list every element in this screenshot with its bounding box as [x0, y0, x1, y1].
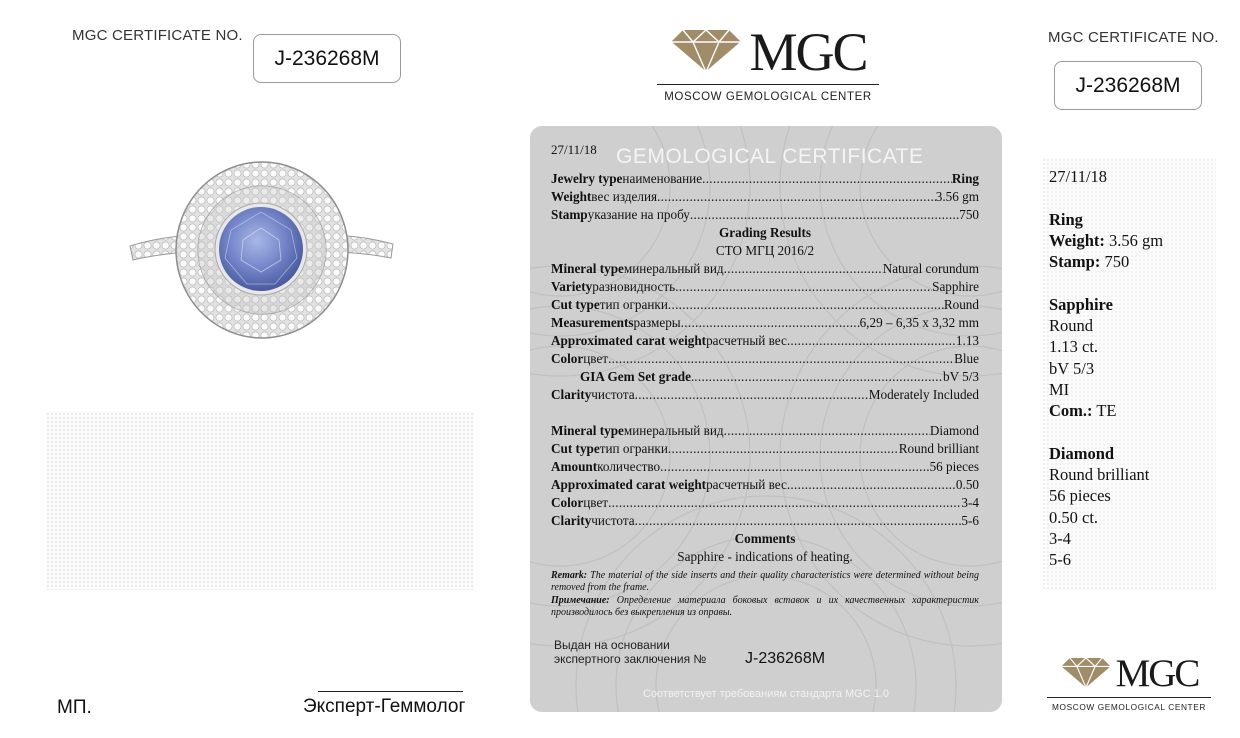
cert-number-box-left: [253, 34, 401, 83]
row-label-ru: тип огранки: [599, 297, 668, 312]
certificate-row: [551, 368, 979, 386]
remark-en: Remark: The material of the side inserts and their quality characteristics were determined without being removed from the frame.: [551, 570, 979, 593]
dot-leader: [787, 476, 956, 494]
row-label: Measurements: [551, 315, 634, 330]
row-value: 6,29 – 6,35 x 3,32 mm: [859, 315, 979, 330]
row-label-ru: минеральный вид: [623, 423, 724, 438]
cert-number-right: J-236268M: [1075, 73, 1181, 97]
certificate-row: [551, 332, 979, 350]
row-label-ru: размеры: [633, 315, 681, 330]
issued-number: J-236268M: [745, 650, 826, 667]
summary-stamp: Stamp: 750: [1049, 252, 1130, 272]
row-value: 0.50: [955, 477, 979, 492]
summary-side-carat: 0.50 ct.: [1049, 507, 1099, 527]
certificate-row: [551, 188, 979, 206]
row-value: 56 pieces: [929, 459, 979, 474]
row-label-ru: наименование: [622, 171, 703, 186]
comments-text: Sapphire - indications of heating.: [677, 549, 853, 564]
certificate-row: [551, 278, 979, 296]
summary-gem-cut: Round: [1049, 316, 1094, 336]
row-label: Color: [551, 495, 584, 510]
row-value: 3.56 gm: [935, 189, 979, 204]
dot-leader: [657, 188, 936, 206]
row-value: Sapphire: [932, 279, 979, 294]
diamond-logo-icon: [669, 26, 743, 79]
issued-line-1: Выдан на основании: [554, 638, 670, 652]
row-label: Weight: [551, 189, 592, 204]
row-label: Color: [551, 351, 584, 366]
summary-comment: Com.: TE: [1049, 401, 1117, 421]
row-value: Blue: [954, 351, 979, 366]
dot-leader: [608, 494, 961, 512]
dot-leader: [635, 386, 869, 404]
row-label-ru: тип огранки: [599, 441, 668, 456]
certificate-row: [551, 350, 979, 368]
logo-subtitle-small: MOSCOW GEMOLOGICAL CENTER: [1052, 702, 1206, 712]
summary-gem-grade: bV 5/3: [1049, 358, 1095, 378]
certificate-row: [551, 458, 979, 476]
row-label-ru: цвет: [583, 495, 609, 510]
remark-ru: Примечание: Определение материала боковых вставок и их качественных характеристик производилось без выкрепления из оправы.: [551, 595, 979, 618]
row-label: Approximated carat weight: [551, 477, 707, 492]
expert-label: Эксперт-Геммолог: [303, 696, 466, 717]
row-label-ru: минеральный вид: [623, 261, 724, 276]
stamp-label: МП.: [57, 697, 92, 718]
cert-number-label-left: MGC CERTIFICATE NO.: [72, 27, 243, 44]
certificate-row: [551, 206, 979, 224]
summary-gem: Sapphire: [1049, 294, 1113, 314]
grading-subtitle: СТО МГЦ 2016/2: [715, 243, 815, 258]
certificate-rows: [551, 170, 979, 619]
row-value: Diamond: [929, 423, 979, 438]
dot-leader: [694, 368, 943, 386]
row-value: 3-4: [961, 495, 979, 510]
standard-compliance: Соответствует требованиям стандарта MGC 1.0: [642, 688, 890, 700]
summary-side-cut: Round brilliant: [1049, 465, 1150, 485]
summary-date: 27/11/18: [1049, 167, 1108, 186]
certificate-row: [551, 440, 979, 458]
row-label: Mineral type: [551, 261, 624, 276]
row-label-ru: указание на пробу: [587, 207, 690, 222]
dot-leader: [690, 206, 959, 224]
certificate-row: [551, 296, 979, 314]
certificate-date: 27/11/18: [551, 142, 597, 157]
row-label-ru: разновидность: [592, 279, 676, 294]
certificate-row: [551, 494, 979, 512]
row-label-ru: цвет: [583, 351, 609, 366]
row-label-ru: расчетный вес: [706, 477, 787, 492]
summary-side-clarity: 5-6: [1049, 550, 1071, 570]
logo-subtitle: MOSCOW GEMOLOGICAL CENTER: [664, 91, 872, 103]
summary-side-color: 3-4: [1049, 529, 1071, 549]
summary-gem-clarity: MI: [1049, 379, 1070, 399]
certificate-row: [551, 476, 979, 494]
row-label: Clarity: [551, 387, 592, 402]
row-label: Clarity: [551, 513, 592, 528]
row-label: Approximated carat weight: [551, 333, 707, 348]
dot-leader: [724, 260, 883, 278]
row-value: Moderately Included: [868, 387, 979, 402]
row-label: Variety: [551, 279, 593, 294]
row-value: Round brilliant: [898, 441, 979, 456]
cert-number-box-right: [1054, 61, 1202, 110]
dot-leader: [668, 296, 944, 314]
signature-line: [318, 691, 463, 692]
logo-name: MGC: [749, 22, 867, 82]
diamond-logo-small-icon: [1060, 655, 1112, 694]
dot-leader: [660, 458, 929, 476]
ring-photo: [125, 160, 400, 345]
certificate-title: GEMOLOGICAL CERTIFICATE: [616, 145, 924, 168]
certificate-row: [551, 170, 979, 188]
logo-divider-small: [1047, 697, 1211, 698]
row-label-ru: чистота: [591, 387, 635, 402]
row-label: GIA Gem Set grade: [580, 369, 691, 384]
row-value: 1.13: [955, 333, 979, 348]
summary-gem-carat: 1.13 ct.: [1049, 337, 1099, 357]
row-label: Cut type: [551, 297, 600, 312]
issued-basis: [554, 638, 706, 666]
dot-leader: [702, 170, 952, 188]
certificate-row: [551, 386, 979, 404]
row-value: 750: [959, 207, 979, 222]
row-value: Natural corundum: [882, 261, 979, 276]
row-value: Ring: [951, 171, 979, 186]
summary-item: Ring: [1049, 209, 1083, 229]
cert-number-left: J-236268M: [274, 46, 380, 70]
comments-title: Comments: [734, 531, 796, 546]
mgc-logo-top: [655, 24, 881, 103]
row-label-ru: вес изделия: [591, 189, 658, 204]
logo-divider: [657, 84, 879, 85]
certificate-row: [551, 512, 979, 530]
mgc-logo-bottom: [1046, 654, 1212, 712]
summary-text: [1049, 166, 1163, 571]
summary-side-gem: Diamond: [1049, 443, 1115, 463]
certificate-row: [551, 260, 979, 278]
dot-leader: [787, 332, 956, 350]
row-value: 5-6: [961, 513, 979, 528]
summary-weight: Weight: 3.56 gm: [1049, 230, 1164, 250]
certificate-row: [551, 314, 979, 332]
issued-line-2: экспертного заключения №: [554, 652, 707, 666]
row-label: Cut type: [551, 441, 600, 456]
row-value: bV 5/3: [942, 369, 979, 384]
certificate-card: [530, 126, 1002, 712]
certificate-row: [551, 422, 979, 440]
row-label: Amount: [551, 459, 598, 474]
logo-name-small: MGC: [1115, 652, 1199, 695]
row-label-ru: .: [690, 369, 695, 384]
grading-title: Grading Results: [719, 225, 811, 240]
row-label-ru: количество: [597, 459, 661, 474]
dot-leader: [668, 440, 899, 458]
dot-leader: [724, 422, 930, 440]
photo-placeholder-panel: [46, 412, 474, 590]
row-label: Mineral type: [551, 423, 624, 438]
summary-side-amount: 56 pieces: [1049, 486, 1111, 506]
row-label-ru: чистота: [591, 513, 635, 528]
dot-leader: [635, 512, 962, 530]
dot-leader: [608, 350, 954, 368]
cert-number-label-right: MGC CERTIFICATE NO.: [1048, 29, 1219, 46]
row-label: Jewelry type: [551, 171, 623, 186]
row-value: Round: [943, 297, 979, 312]
dot-leader: [675, 278, 932, 296]
row-label-ru: расчетный вес: [706, 333, 787, 348]
dot-leader: [681, 314, 860, 332]
row-label: Stamp: [551, 207, 588, 222]
